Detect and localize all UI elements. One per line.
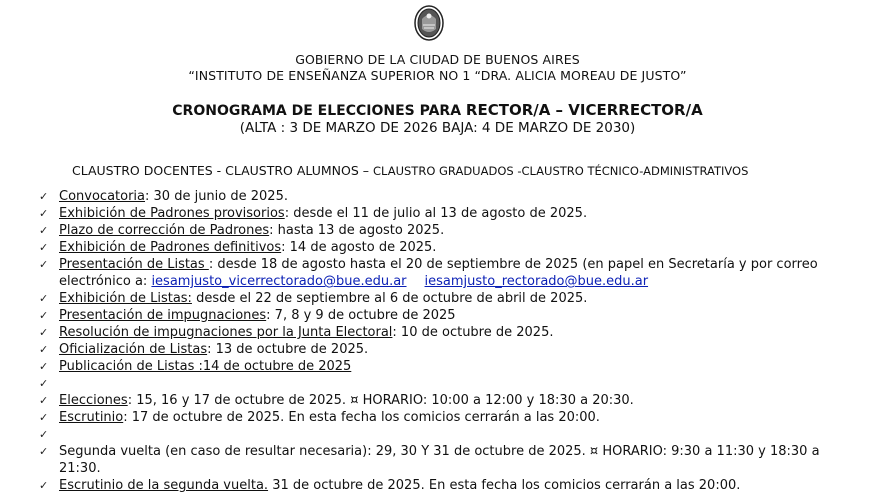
item-label: Publicación de Listas :14 de octubre de 2025 xyxy=(59,359,352,374)
check-icon: ✓ xyxy=(39,428,49,441)
item-label: Presentación de Listas xyxy=(59,257,209,272)
list-item xyxy=(0,307,875,324)
title-positions: RECTOR/A – VICERRECTOR/A xyxy=(465,101,703,119)
item-text: : desde 18 de agosto hasta el 20 de septiembre de 2025 (en papel en Secretaría y por correo electrónico a: xyxy=(59,257,818,289)
check-icon: ✓ xyxy=(39,411,49,424)
list-item xyxy=(0,290,875,307)
term-dates: (ALTA : 3 DE MARZO DE 2026 BAJA: 4 DE MARZO DE 2030) xyxy=(239,120,636,136)
item-label: Exhibición de Padrones provisorios xyxy=(59,206,285,221)
item-label: Oficialización de Listas xyxy=(59,342,208,357)
check-icon: ✓ xyxy=(39,360,49,373)
item-label: Plazo de corrección de Padrones xyxy=(59,223,270,238)
item-label: Presentación de impugnaciones xyxy=(59,308,267,323)
item-label: Convocatoria xyxy=(59,189,146,204)
item-label: Resolución de impugnaciones por la Junta Electoral xyxy=(59,325,393,340)
schedule-list xyxy=(0,188,875,494)
list-item xyxy=(0,324,875,341)
item-text: : 15, 16 y 17 de octubre de 2025. ¤ HORARIO: 10:00 a 12:00 y 18:30 a 20:30. xyxy=(127,393,634,408)
list-item xyxy=(0,205,875,222)
institution-seal-icon xyxy=(414,5,444,41)
email-link-rectorado[interactable]: iesamjusto_rectorado@bue.edu.ar xyxy=(424,274,649,289)
list-item xyxy=(0,409,875,426)
list-item xyxy=(0,256,875,290)
item-text: : 30 de junio de 2025. xyxy=(145,189,288,204)
list-item xyxy=(0,477,875,494)
government-name: GOBIERNO DE LA CIUDAD DE BUENOS AIRES xyxy=(295,52,580,67)
check-icon: ✓ xyxy=(39,241,49,254)
item-label: Elecciones xyxy=(59,393,128,408)
check-icon: ✓ xyxy=(39,479,49,492)
item-text: : 10 de octubre de 2025. xyxy=(392,325,554,340)
list-item xyxy=(0,392,875,409)
item-label: Escrutinio de la segunda vuelta. xyxy=(59,478,269,493)
page-title xyxy=(0,101,875,119)
check-icon: ✓ xyxy=(39,343,49,356)
check-icon: ✓ xyxy=(39,394,49,407)
list-item xyxy=(0,358,875,375)
item-text: : desde el 11 de julio al 13 de agosto de 2025. xyxy=(284,206,588,221)
item-text: : 13 de octubre de 2025. xyxy=(207,342,369,357)
check-icon: ✓ xyxy=(39,258,49,271)
list-item xyxy=(0,222,875,239)
email-link-vicerrectorado[interactable]: iesamjusto_vicerrectorado@bue.edu.ar xyxy=(151,274,407,289)
item-text: : 7, 8 y 9 de octubre de 2025 xyxy=(266,308,456,323)
list-item xyxy=(0,239,875,256)
item-label: Exhibición de Padrones definitivos xyxy=(59,240,282,255)
item-label: Escrutinio xyxy=(59,410,124,425)
item-text: desde el 22 de septiembre al 6 de octubre de abril de 2025. xyxy=(191,291,588,306)
item-label: Exhibición de Listas: xyxy=(59,291,192,306)
list-item xyxy=(0,341,875,358)
list-item xyxy=(0,188,875,205)
item-text: Segunda vuelta (en caso de resultar necesaria): 29, 30 Y 31 de octubre de 2025. ¤ HORARIO: 9:30 a 11:30 y 18:30 a 21:30. xyxy=(59,444,820,476)
check-icon: ✓ xyxy=(39,224,49,237)
item-text: 31 de octubre de 2025. En esta fecha los comicios cerrarán a las 20:00. xyxy=(268,478,741,493)
item-text: : 14 de agosto de 2025. xyxy=(281,240,437,255)
check-icon: ✓ xyxy=(39,190,49,203)
check-icon: ✓ xyxy=(39,326,49,339)
check-icon: ✓ xyxy=(39,292,49,305)
list-item-empty xyxy=(0,426,875,443)
claustros-part1: CLAUSTRO DOCENTES - CLAUSTRO ALUMNOS – xyxy=(72,163,374,178)
item-text: : hasta 13 de agosto 2025. xyxy=(269,223,445,238)
item-text: : 17 de octubre de 2025. En esta fecha los comicios cerrarán a las 20:00. xyxy=(123,410,600,425)
check-icon: ✓ xyxy=(39,309,49,322)
check-icon: ✓ xyxy=(39,207,49,220)
list-item-empty xyxy=(0,375,875,392)
claustros-part2: CLAUSTRO GRADUADOS -CLAUSTRO TÉCNICO-ADMINISTRATIVOS xyxy=(373,164,749,178)
title-prefix: CRONOGRAMA DE ELECCIONES PARA xyxy=(172,103,466,119)
check-icon: ✓ xyxy=(39,377,49,390)
claustros-line xyxy=(72,163,748,178)
check-icon: ✓ xyxy=(39,445,49,458)
list-item xyxy=(0,443,875,477)
institute-name: “INSTITUTO DE ENSEÑANZA SUPERIOR NO 1 “DRA. ALICIA MOREAU DE JUSTO” xyxy=(188,68,687,83)
